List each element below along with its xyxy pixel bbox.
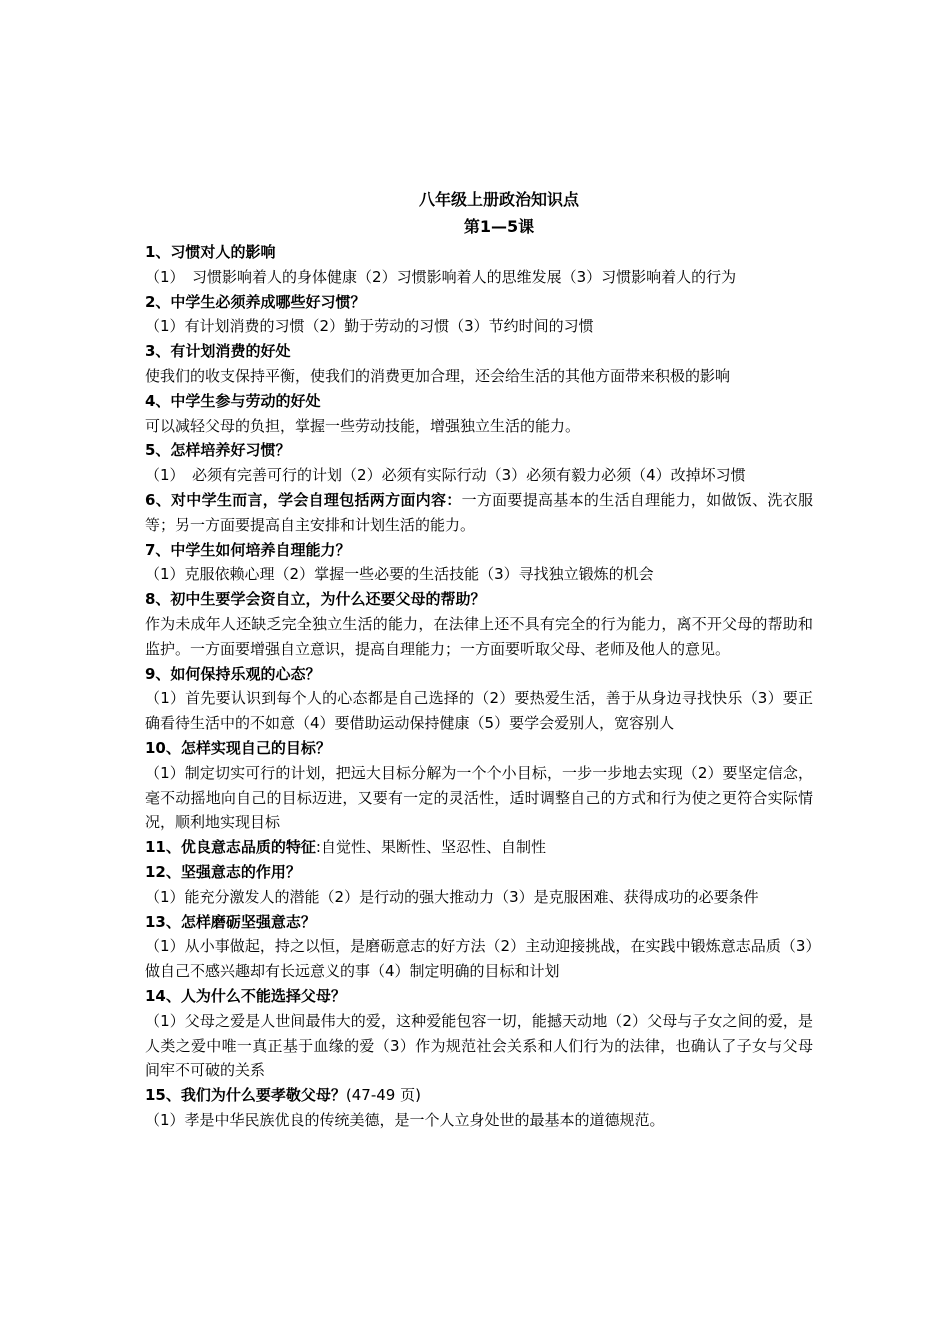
question-4: 4、中学生参与劳动的好处 [145,391,321,410]
answer-6: 一方面要提高基本的生活自理能力，如做饭、洗衣服等；另一方面要提高自主安排和计划生活的能力。 [145,490,813,534]
document-title: 八年级上册政治知识点 [418,190,579,209]
question-1: 1、习惯对人的影响 [145,243,276,261]
item-11 [145,835,813,860]
question-11: 11、优良意志品质的特征 [145,838,316,857]
question-3: 3、有计划消费的好处 [145,342,291,361]
answer-12: （1）能充分激发人的潜能（2）是行动的强大推动力（3）是克服困难、获得成功的必要条件 [145,887,759,906]
document-body [145,186,813,1133]
question-15-text: 15、我们为什么要孝敬父母？ [145,1086,346,1105]
question-12: 12、坚强意志的作用？ [145,862,301,881]
answer-7: （1）克服依赖心理（2）掌握一些必要的生活技能（3）寻找独立锻炼的机会 [145,565,654,584]
answer-3: 使我们的收支保持平衡，使我们的消费更加合理，还会给生活的其他方面带来积极的影响 [145,366,731,385]
answer-15: （1）孝是中华民族优良的传统美德，是一个人立身处世的最基本的道德规范。 [145,1110,665,1129]
answer-8: 作为未成年人还缺乏完全独立生活的能力，在法律上还不具有完全的行为能力，离不开父母的帮助和监护。一方面要增强自立意识，提高自理能力；一方面要听取父母、老师及他人的意见。 [145,614,813,658]
answer-9: （1）首先要认识到每个人的心态都是自己选择的（2）要热爱生活，善于从身边寻找快乐（3）要正确看待生活中的不如意（4）要借助运动保持健康（5）要学会爱别人，宽容别人 [145,689,813,733]
item-6 [145,488,813,538]
answer-2: （1）有计划消费的习惯（2）勤于劳动的习惯（3）节约时间的习惯 [145,317,594,336]
answer-13: （1）从小事做起，持之以恒，是磨砺意志的好方法（2）主动迎接挑战，在实践中锻炼意志品质（3）做自己不感兴趣却有长远意义的事（4）制定明确的目标和计划 [145,937,813,981]
question-7: 7、中学生如何培养自理能力？ [145,540,351,559]
question-2: 2、中学生必须养成哪些好习惯？ [145,292,366,311]
answer-10: （1）制定切实可行的计划，把远大目标分解为一个个小目标，一步一步地去实现（2）要坚定信念，毫不动摇地向自己的目标迈进，又要有一定的灵活性，适时调整自己的方式和行为使之更符合实际情况，顺利地实现目标 [145,763,813,832]
answer-4: 可以减轻父母的负担，掌握一些劳动技能，增强独立生活的能力。 [145,416,581,435]
question-14: 14、人为什么不能选择父母？ [145,986,346,1005]
question-15 [145,1083,813,1108]
document-subtitle: 第1—5课 [463,217,535,236]
question-13: 13、怎样磨砺坚强意志？ [145,912,316,931]
question-9: 9、如何保持乐观的心态？ [145,664,321,683]
question-15-page-ref: (47-49 页) [345,1086,421,1105]
question-10: 10、怎样实现自己的目标？ [145,738,331,757]
answer-1: （1） 习惯影响着人的身体健康（2）习惯影响着人的思维发展（3）习惯影响着人的行为 [145,267,737,286]
question-8: 8、初中生要学会资自立，为什么还要父母的帮助？ [145,590,486,609]
question-5: 5、怎样培养好习惯？ [145,441,291,460]
answer-14: （1）父母之爱是人世间最伟大的爱，这种爱能包容一切，能撼天动地（2）父母与子女之间的爱，是人类之爱中唯一真正基于血缘的爱（3）作为规范社会关系和人们行为的法律，也确认了子女与父母间牢不可破的关系 [145,1011,813,1080]
answer-5: （1） 必须有完善可行的计划（2）必须有实际行动（3）必须有毅力必须（4）改掉坏习惯 [145,466,746,485]
answer-11: :自觉性、果断性、坚忍性、自制性 [315,838,546,857]
question-6: 6、对中学生而言，学会自理包括两方面内容： [145,490,462,509]
